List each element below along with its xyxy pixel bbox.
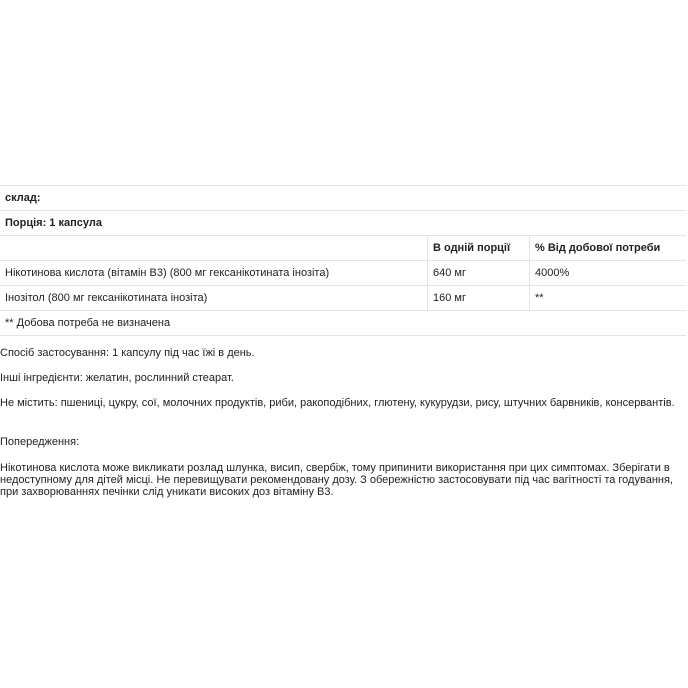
nutrient-name: Інозітол (800 мг гексанікотината інозіта) [0, 286, 428, 311]
serving-size: Порція: 1 капсула [0, 211, 686, 236]
free-from-text: Не містить: пшениці, цукру, сої, молочних продуктів, риби, ракоподібних, глютену, кукурудзи, рису, штучних барвників, консервантів. [0, 397, 675, 409]
other-ingredients-text: Інші інгредієнти: желатин, рослинний стеарат. [0, 372, 234, 384]
table-row [0, 286, 686, 311]
table-row-headers [0, 236, 686, 261]
header-name-empty [0, 236, 428, 261]
nutrient-name: Нікотинова кислота (вітамін В3) (800 мг гексанікотината інозіта) [0, 261, 428, 286]
table-row-title [0, 186, 686, 211]
header-amount: В одній порції [428, 236, 530, 261]
header-daily-value: % Від добової потреби [530, 236, 687, 261]
table-row-serving [0, 211, 686, 236]
facts-footnote: ** Добова потреба не визначена [0, 311, 686, 336]
table-row [0, 261, 686, 286]
nutrient-daily-value: ** [530, 286, 687, 311]
nutrient-amount: 160 мг [428, 286, 530, 311]
nutrient-amount: 640 мг [428, 261, 530, 286]
usage-text: Спосіб застосування: 1 капсулу під час їжі в день. [0, 347, 255, 359]
nutrient-daily-value: 4000% [530, 261, 687, 286]
table-row-footnote [0, 311, 686, 336]
warnings-title: Попередження: [0, 436, 80, 448]
warnings-text: Нікотинова кислота може викликати розлад шлунка, висип, свербіж, тому припинити використання при цих симптомах. Зберігати в недоступному для дітей місці. Не перевищувати рекомендовану дозу. З обережністю застосовувати під час вагітності та годування, при захворюваннях печінки слід уникати високих доз вітаміну В3. [0, 462, 673, 498]
supplement-facts-table [0, 185, 686, 336]
facts-title: склад: [0, 186, 686, 211]
